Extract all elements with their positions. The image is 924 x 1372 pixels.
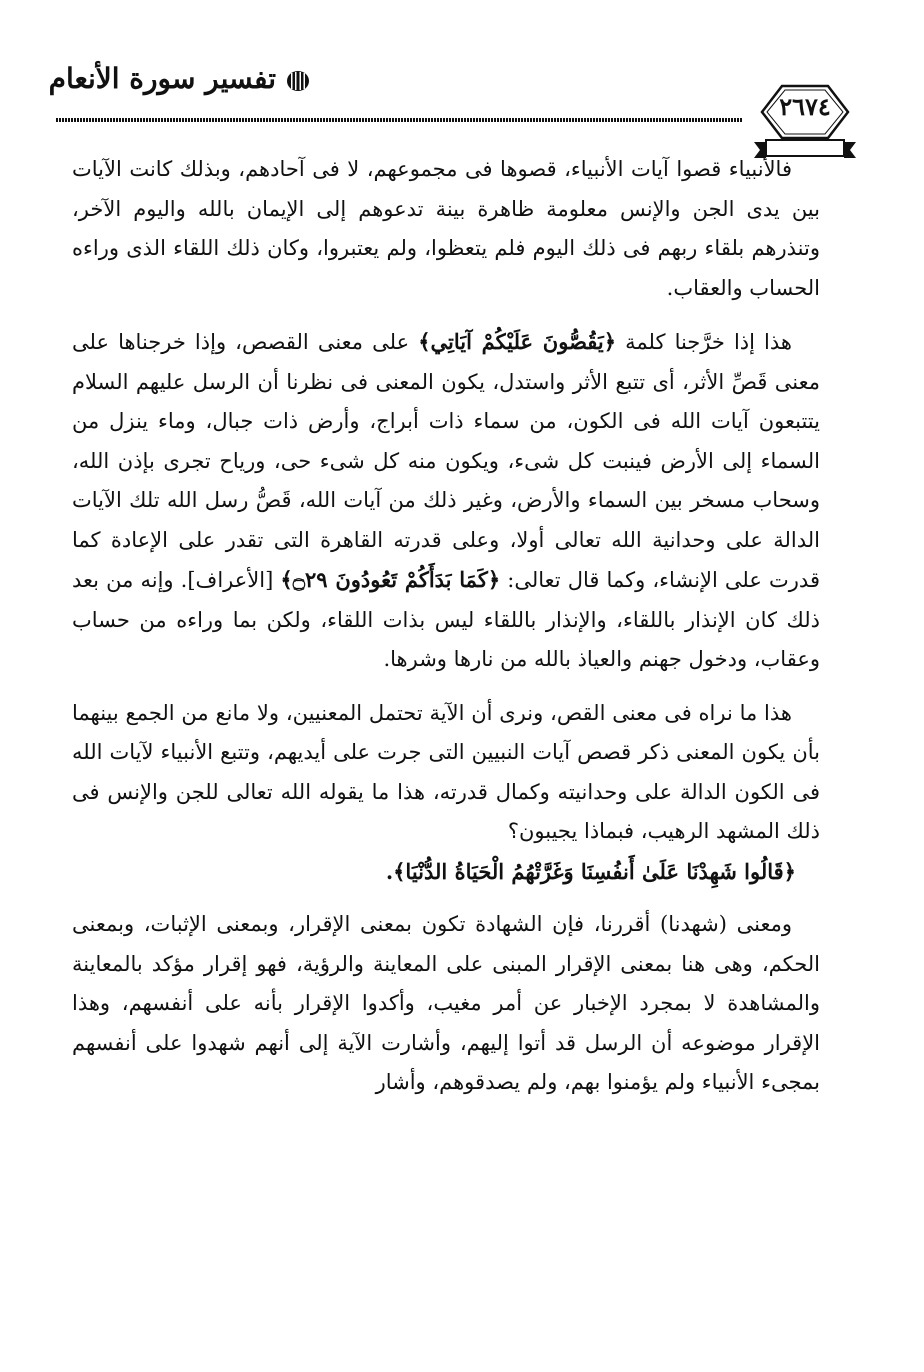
header-rule — [56, 118, 742, 122]
paragraph-2-text-c: [الأعراف]. وإنه من بعد ذلك كان الإنذار باللقاء، والإنذار باللقاء ليس بذات اللقاء، ولكن بما وراءه من حساب وعقاب، ودخول جهنم والعياذ بالله من نارها وشرها. — [72, 568, 820, 671]
paragraph-2-text-b: على معنى القصص، وإذا خرجناها على معنى قَصِّ الأثر، أى تتبع الأثر واستدل، يكون المعنى فى نظرنا أن الرسل عليهم السلام يتتبعون آيات الله فى الكون، من سماء ذات أبراج، وأرض ذات جبال، وماء ينزل من السماء إلى الأرض فينبت كل شىء، ويكون منه كل شىء حى، ورياح تجرى بإذن الله، وسحاب مسخر بين السماء والأرض، وغير ذلك من آيات الله، قَصُّ رسل الله تلك الآيات الدالة على وحدانية الله تعالى أولا، وعلى قدرته القاهرة التى تقدر على الإعادة كما قدرت على الإنشاء، وكما قال تعالى: — [72, 330, 820, 592]
paragraph-4: ومعنى (شهدنا) أقررنا، فإن الشهادة تكون بمعنى الإقرار، وبمعنى الإثبات، وبمعنى الحكم، وهى هنا بمعنى الإقرار المبنى على المعاينة والرؤية، فهو إقرار مؤكد بالمعاينة والمشاهدة لا بمجرد الإخبار عن أمر مغيب، وأكدوا الإقرار بأنه على أنفسهم، وهذا الإقرار موضوعه أن الرسل قد أتوا إليهم، وأشارت الآية إلى أنهم شهدوا على أنفسهم بمجىء الأنبياء ولم يؤمنوا بهم، ولم يصدقوهم، وأشار — [72, 912, 820, 1094]
ornament-icon — [286, 70, 310, 92]
page-header — [0, 40, 924, 140]
quran-verse: ﴿كَمَا بَدَأَكُمْ تَعُودُونَ ۝٢٩﴾ — [280, 567, 501, 592]
paragraph-3: هذا ما نراه فى معنى القص، ونرى أن الآية تحتمل المعنيين، ولا مانع من الجمع بينهما بأن يكون المعنى ذكر قصص آيات النبيين التى جرت على أيديهم، وتتبع الأنبياء لآيات الله فى الكون الدالة على وحدانيته وكمال قدرته، هذا ما يقوله الله تعالى للجن والإنس فى ذلك المشهد الرهيب، فبماذا يجيبون؟ — [72, 700, 820, 843]
page-number: ٢٦٧٤ — [779, 92, 831, 121]
quran-verse: ﴿قَالُوا شَهِدْنَا عَلَىٰ أَنفُسِنَا وَغَرَّتْهُمُ الْحَيَاةُ الدُّنْيَا﴾. — [385, 858, 796, 884]
running-title: تفسير سورة الأنعام — [48, 62, 276, 95]
quran-verse: ﴿يَقُصُّونَ عَلَيْكُمْ آيَاتِي﴾ — [418, 329, 617, 354]
paragraph-2 — [72, 322, 820, 680]
paragraph-1: فالأنبياء قصوا آيات الأنبياء، قصوها فى مجموعهم، لا فى آحادهم، وبذلك كانت الآيات بين يدى الجن والإنس معلومة ظاهرة بينة تدعوهم إلى الإيمان بالله واليوم الآخر، وتنذرهم بلقاء ربهم فى ذلك اليوم فلم يتعظوا، ولم يعتبروا، وكان ذلك اللقاء الذى وراءه الحساب والعقاب. — [72, 157, 820, 300]
page-body — [72, 150, 820, 1103]
paragraph-2-text-a: هذا إذا خرَّجنا كلمة — [616, 330, 792, 354]
